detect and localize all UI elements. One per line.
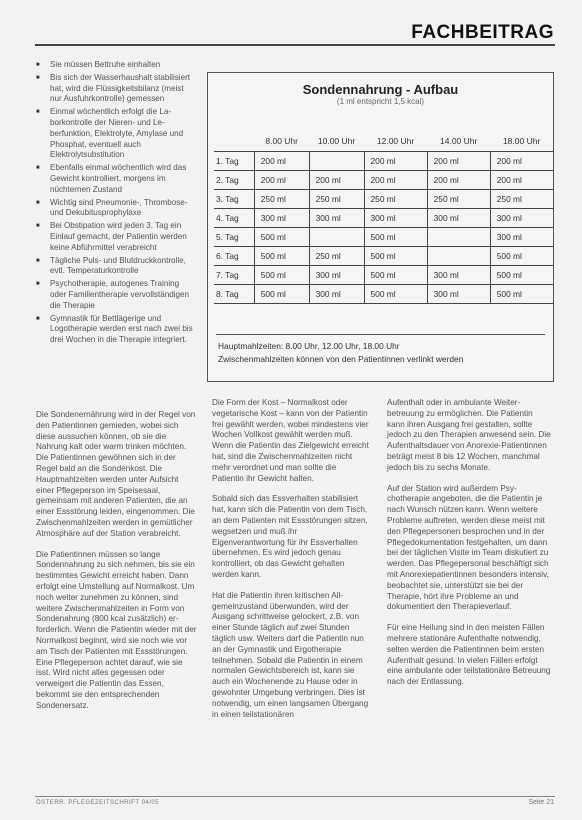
amount-cell: 300 ml bbox=[427, 266, 490, 285]
day-cell: 8. Tag bbox=[214, 285, 254, 304]
table-row bbox=[214, 247, 553, 266]
amount-cell: 300 ml bbox=[490, 209, 553, 228]
bullet-item: ■ Wichtig sind Pneumonie-, Thrombose- und Dekubitusprophylaxe bbox=[36, 198, 196, 220]
section-label: FACHBEITRAG bbox=[411, 22, 554, 43]
table-row bbox=[214, 190, 553, 209]
amount-cell: 300 ml bbox=[427, 209, 490, 228]
amount-cell: 200 ml bbox=[490, 171, 553, 190]
table-row bbox=[214, 152, 553, 171]
paragraph: Auf der Station wird außerdem Psychotherapie angeboten, die die Patientin je nach Wunsch nützen kann. Wenn weitere Probleme auftreten, werden diese meist mit den Pflegepersonen besprochen und in der Pflegedokumentation festgehalten, um dann bei der täglichen Visite im Team diskutiert zu werden. Das Pflegepersonal beschäftigt sich mit Anorexiepatientinnen besonders intensiv, beobachtet sie, unterstützt sie bei der Therapie, hört ihre Probleme an und dokumentiert den Therapieverlauf. bbox=[387, 483, 549, 612]
box-title: Sondennahrung - Aufbau bbox=[302, 82, 459, 97]
paragraph: Die Form der Kost – Normalkost oder vegetarische Kost – kann von der Patientin frei gewählt werden, wobei mindestens vier Wochen Vollkost gewählt werden muß. Wenn die Patientin das Zielgewicht erreicht hat, sind die Zwischenmahlzeiten nicht mehr verordnet und man sollte die Patientin ihr Gewicht halten. bbox=[212, 398, 369, 483]
table-row bbox=[214, 285, 553, 304]
amount-cell: 200 ml bbox=[254, 171, 309, 190]
paragraph: Hat die Patientin ihren kritischen Allgemeinzustand überwunden, wird der Ausgang schrittweise gelockert, z.B. von einer Stunde täglich auf zwei Stunden täglich usw. Weiters darf die Patientin nun an der Gymnastik und Ergotherapie teilnehmen. Sobald die Patientin in einem normalen Gewichtsbereich ist, kann sie auch ein Wochenende zu Hause oder in gewohnter Umgebung verbringen. Dies ist notwendig, um einen langsamen Übergang in einen teilstationären bbox=[212, 590, 369, 719]
amount-cell: 500 ml bbox=[364, 247, 427, 266]
amount-cell: 250 ml bbox=[490, 190, 553, 209]
table-row bbox=[214, 266, 553, 285]
box-divider bbox=[216, 334, 545, 335]
amount-cell: 200 ml bbox=[490, 152, 553, 171]
feeding-schedule-box bbox=[207, 72, 554, 382]
amount-cell: 250 ml bbox=[254, 190, 309, 209]
amount-cell: 500 ml bbox=[364, 285, 427, 304]
time-header: 14.00 Uhr bbox=[427, 131, 490, 152]
amount-cell: 250 ml bbox=[364, 190, 427, 209]
day-cell: 3. Tag bbox=[214, 190, 254, 209]
amount-cell: 500 ml bbox=[254, 247, 309, 266]
amount-cell: 250 ml bbox=[309, 190, 364, 209]
table-row bbox=[214, 228, 553, 247]
day-cell: 7. Tag bbox=[214, 266, 254, 285]
header-rule bbox=[35, 44, 555, 46]
page-number: Seite 21 bbox=[528, 799, 554, 806]
paragraph: Die Patientinnen müssen so lange Sondennahrung zu sich nehmen, bis sie ein bestimmtes Gewicht erreicht haben. Dann erfolgt eine Umstellung auf Normalkost. Um noch weiter zunehmen zu können, sind weitere Zwischenmahlzeiten in Form von Sondenahrung (800 kcal zusätzlich) erforderlich. Wenn die Patientin wieder mit der Normalkost beginnt, wird sie noch wie vor am Tisch der Patienten mit Essstörungen. Eine Pflegeperson achtet darauf, wie sie isst. Wird nicht alles gegessen oder verweigert die Patientin das Essen, bekommt sie den entsprechenden Sondenersatz. bbox=[36, 549, 197, 710]
bullet-item: ■ Gymnastik für Bettlägerige und Logotherapie werden erst nach zwei bis drei Wochen in die Therapie integriert. bbox=[36, 314, 196, 346]
amount-cell: 200 ml bbox=[254, 152, 309, 171]
box-subtitle: (1 ml entspricht 1,5 kcal) bbox=[336, 97, 425, 106]
amount-cell: 200 ml bbox=[427, 171, 490, 190]
paragraph: Sobald sich das Essverhalten stabilisiert hat, kann sich die Patientin von dem Tisch, an dem Patienten mit Essstörungen sitzen, wegsetzen und muß ihr Eigenverantwortung für ihr Essverhalten übernehmen. Es wird jedoch genau kontrolliert, ob das Gewicht gehalten werden kann. bbox=[212, 494, 368, 579]
amount-cell bbox=[427, 247, 490, 266]
bullet-item: ■ Bis sich der Wasserhaushalt stabilisiert hat, wird die Flüssigkeitsbilanz (meist nur Ausfuhrkontrolle) gemessen bbox=[36, 73, 196, 105]
journal-footer: ÖSTERR. PFLEGEZEITSCHRIFT 04/05 bbox=[36, 800, 160, 806]
bullet-item: ■ Tägliche Puls- und Blutdruckkontrolle, evtl. Temperaturkontrolle bbox=[36, 256, 196, 278]
time-header: 18.00 Uhr bbox=[490, 131, 553, 152]
corner-cell bbox=[214, 131, 254, 152]
amount-cell: 500 ml bbox=[490, 285, 553, 304]
bullet-item: ■ Sie müssen Bettruhe einhalten bbox=[36, 60, 196, 71]
table-header-row bbox=[214, 131, 553, 152]
bullet-item: ■ Ebenfalls einmal wöchentlich wird das Gewicht kontrolliert, morgens im nüchternen Zustand bbox=[36, 163, 196, 195]
bullet-list bbox=[36, 60, 196, 348]
day-cell: 1. Tag bbox=[214, 152, 254, 171]
amount-cell: 500 ml bbox=[490, 266, 553, 285]
feeding-schedule-table bbox=[214, 131, 553, 304]
paragraph: Für eine Heilung sind in den meisten Fällen mehrere stationäre Aufenthalte notwendig, selten werden die Patientinnen beim ersten Aufenthalt gesund. In vielen Fällen erfolgt eine ambulante oder teilstationäre Betreuung nach der Entlassung. bbox=[387, 623, 551, 687]
amount-cell: 300 ml bbox=[490, 228, 553, 247]
day-cell: 4. Tag bbox=[214, 209, 254, 228]
amount-cell: 500 ml bbox=[254, 285, 309, 304]
day-cell: 5. Tag bbox=[214, 228, 254, 247]
bullet-item: ■ Bei Obstipation wird jeden 3. Tag ein Einlauf gemacht, der Patientin werden keine Abführmittel verabreicht bbox=[36, 221, 196, 253]
between-meals-note: Zwischenmahlzeiten können von den Patientinnen verlinkt werden bbox=[218, 354, 464, 364]
amount-cell bbox=[309, 152, 364, 171]
amount-cell: 300 ml bbox=[309, 266, 364, 285]
text-column-3 bbox=[387, 398, 551, 698]
main-meals-note: Hauptmahlzeiten: 8.00 Uhr, 12.00 Uhr, 18.00 Uhr bbox=[218, 341, 400, 351]
amount-cell: 200 ml bbox=[427, 152, 490, 171]
bullet-item: ■ Psychotherapie, autogenes Training oder Familientherapie vervollständigen die Therapie bbox=[36, 279, 196, 311]
amount-cell: 300 ml bbox=[427, 285, 490, 304]
table-row bbox=[214, 171, 553, 190]
footer-rule bbox=[35, 796, 555, 797]
table-row bbox=[214, 209, 553, 228]
amount-cell bbox=[427, 228, 490, 247]
amount-cell: 500 ml bbox=[254, 228, 309, 247]
amount-cell: 300 ml bbox=[309, 209, 364, 228]
amount-cell: 300 ml bbox=[309, 285, 364, 304]
bullet-item: ■ Einmal wöchentlich erfolgt die Laborkontrolle der Nieren- und Leberfunktion, Elektrolyte, Amylase und Phosphat, eventuell auch Elektrolytsubstitution bbox=[36, 107, 196, 161]
amount-cell: 200 ml bbox=[309, 171, 364, 190]
amount-cell: 250 ml bbox=[309, 247, 364, 266]
text-column-1 bbox=[36, 410, 198, 722]
day-cell: 6. Tag bbox=[214, 247, 254, 266]
paragraph: Aufenthalt oder in ambulante Weiterbetreuung zu ermöglichen. Die Patientin kann ihren Ausgang frei gestalten, sollte jedoch zu den Therapien anwesend sein. Die Aufenthaltsdauer von Anorexie-Patientinnen beträgt meist 8 bis 12 Wochen, manchmal jedoch bis zu sechs Monate. bbox=[387, 398, 551, 472]
text-column-2 bbox=[212, 398, 370, 730]
paragraph: Die Sondenernährung wird in der Regel von den Patientinnen gemieden, wobei sich diese aussuchen können, ob sie die Nahrung kalt oder warm trinken möchten. Die Patientinnen gewöhnen sich in der Regel bald an die Sondenkost. Die Hauptmahlzeiten werden unter Aufsicht einer Pflegeperson im Speisesaal, gemeinsam mit anderen Patienten, die an einer Essstörung leiden, eingenommen. Die Zwischenmahlzeiten werden in gemütlicher Atmosphäre auf der Station verabreicht. bbox=[36, 410, 196, 538]
amount-cell: 500 ml bbox=[254, 266, 309, 285]
amount-cell: 500 ml bbox=[364, 266, 427, 285]
amount-cell bbox=[309, 228, 364, 247]
amount-cell: 200 ml bbox=[364, 171, 427, 190]
time-header: 10.00 Uhr bbox=[309, 131, 364, 152]
amount-cell: 300 ml bbox=[254, 209, 309, 228]
time-header: 12.00 Uhr bbox=[364, 131, 427, 152]
amount-cell: 250 ml bbox=[427, 190, 490, 209]
amount-cell: 200 ml bbox=[364, 152, 427, 171]
time-header: 8.00 Uhr bbox=[254, 131, 309, 152]
amount-cell: 500 ml bbox=[364, 228, 427, 247]
amount-cell: 300 ml bbox=[364, 209, 427, 228]
amount-cell: 500 ml bbox=[490, 247, 553, 266]
day-cell: 2. Tag bbox=[214, 171, 254, 190]
